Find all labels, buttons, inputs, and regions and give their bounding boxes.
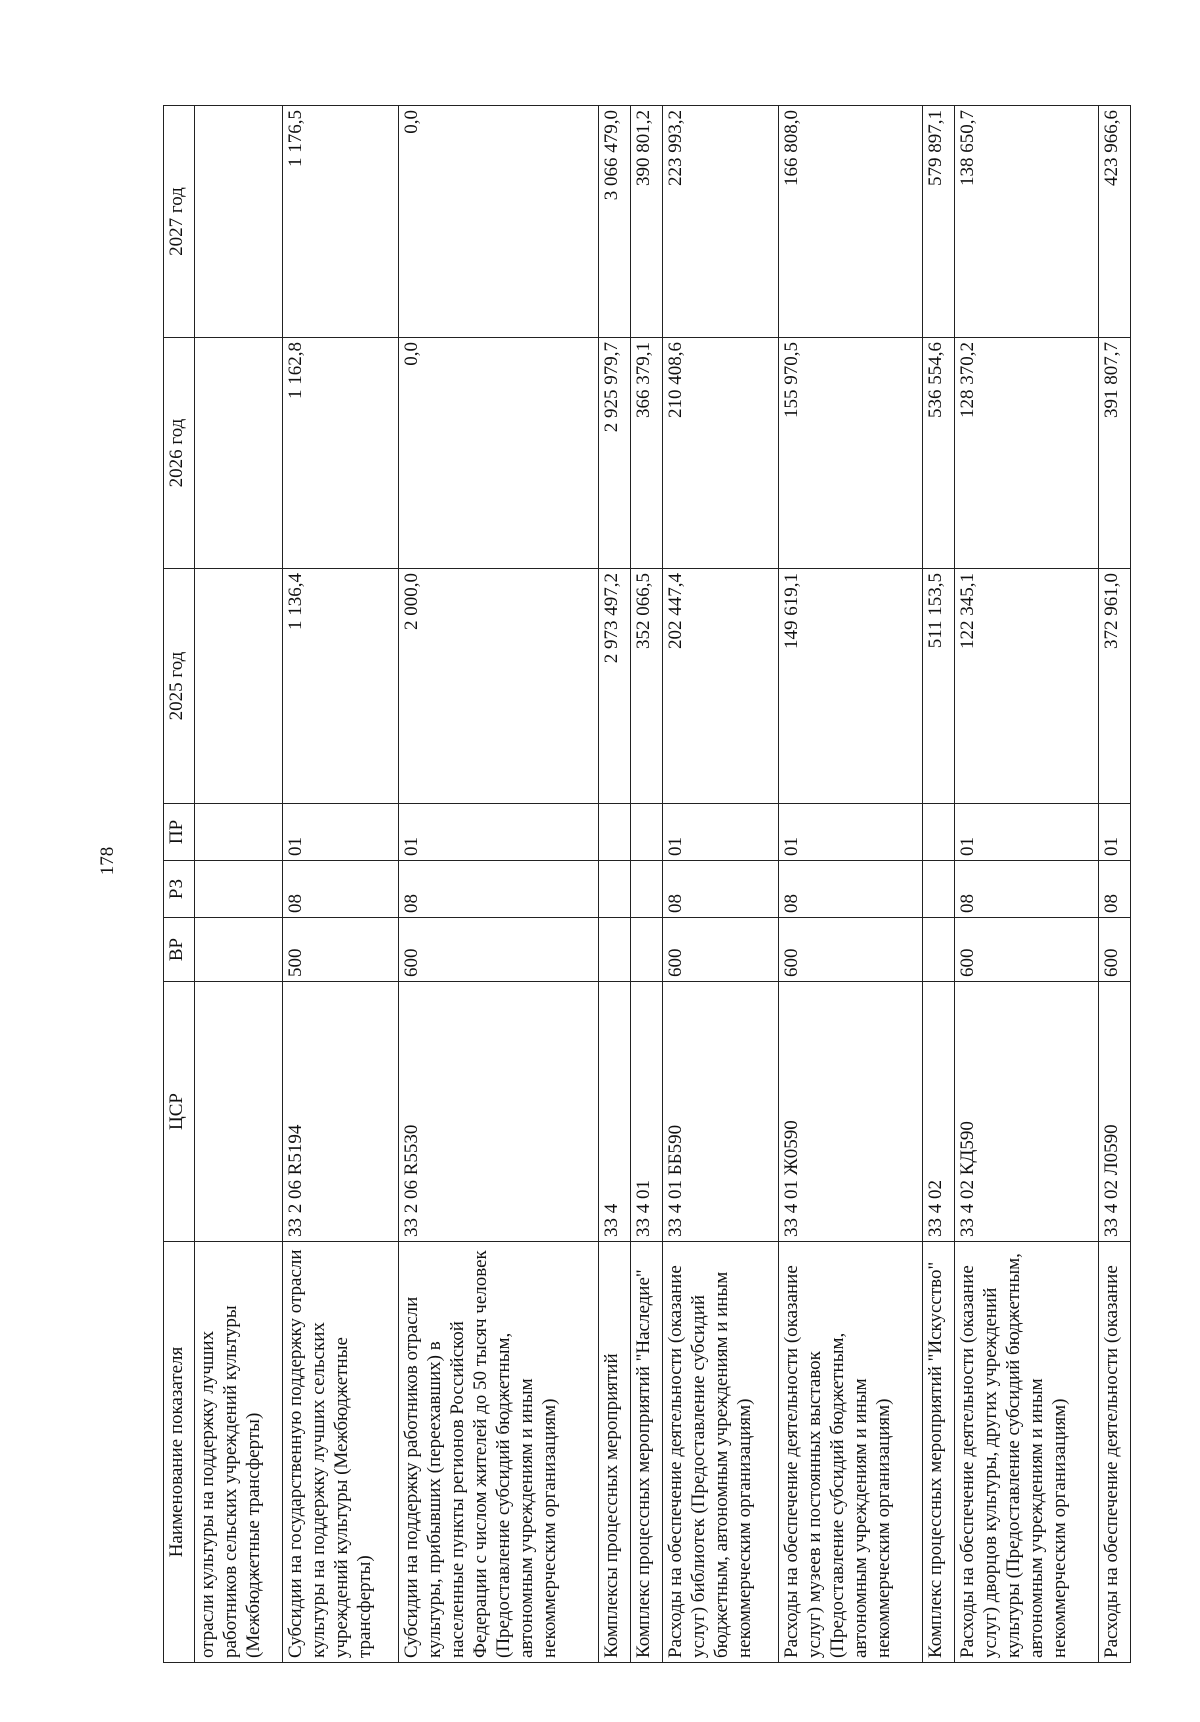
row-2026: 1 162,8 bbox=[282, 338, 398, 569]
table-row bbox=[779, 106, 923, 1663]
header-vr: ВР bbox=[164, 918, 195, 982]
header-name: Наименование показателя bbox=[164, 1242, 195, 1663]
row-2025: 511 153,5 bbox=[923, 569, 955, 804]
row-pr bbox=[631, 804, 663, 861]
header-rz: РЗ bbox=[164, 861, 195, 918]
row-vr bbox=[599, 918, 631, 982]
header-2027: 2027 год bbox=[164, 106, 195, 338]
header-2026: 2026 год bbox=[164, 338, 195, 569]
row-pr: 01 bbox=[955, 804, 1099, 861]
row-csr: 33 4 01 bbox=[631, 982, 663, 1242]
row-vr: 600 bbox=[662, 918, 778, 982]
row-2025: 372 961,0 bbox=[1099, 569, 1131, 804]
row-vr: 500 bbox=[282, 918, 398, 982]
row-2025: 2 000,0 bbox=[399, 569, 599, 804]
budget-table bbox=[163, 105, 1131, 1663]
row-pr bbox=[599, 804, 631, 861]
row-2027: 390 801,2 bbox=[631, 106, 663, 338]
row-pr: 01 bbox=[282, 804, 398, 861]
row-2026: 210 408,6 bbox=[662, 338, 778, 569]
table-row bbox=[1099, 106, 1131, 1663]
row-csr: 33 2 06 R5530 bbox=[399, 982, 599, 1242]
row-2026: 2 925 979,7 bbox=[599, 338, 631, 569]
row-2027: 423 966,6 bbox=[1099, 106, 1131, 338]
header-csr: ЦСР bbox=[164, 982, 195, 1242]
row-csr bbox=[195, 982, 283, 1242]
row-vr: 600 bbox=[955, 918, 1099, 982]
row-2026: 391 807,7 bbox=[1099, 338, 1131, 569]
table-header-row bbox=[164, 106, 195, 1663]
row-name: Субсидии на поддержку работников отрасли культуры, прибывших (переехавших) в населенные пункты регионов Российской Федерации с числом жителей до 50 тысяч человек (Предоставление субсидий бюджетным, автономным учреждениям и иным некоммерческим организациям) bbox=[399, 1242, 599, 1663]
row-csr: 33 4 02 bbox=[923, 982, 955, 1242]
row-pr: 01 bbox=[399, 804, 599, 861]
row-pr: 01 bbox=[662, 804, 778, 861]
budget-table-container bbox=[163, 106, 1131, 1663]
row-csr: 33 4 02 КД590 bbox=[955, 982, 1099, 1242]
table-row bbox=[195, 106, 283, 1663]
row-pr bbox=[195, 804, 283, 861]
row-pr bbox=[923, 804, 955, 861]
row-2027: 579 897,1 bbox=[923, 106, 955, 338]
row-rz: 08 bbox=[282, 861, 398, 918]
row-name: Комплекс процессных мероприятий "Искусство" bbox=[923, 1242, 955, 1663]
row-2025: 202 447,4 bbox=[662, 569, 778, 804]
row-2027: 3 066 479,0 bbox=[599, 106, 631, 338]
row-name: Расходы на обеспечение деятельности (оказание услуг) музеев и постоянных выставок (Предоставление субсидий бюджетным, автономным учреждениям и иным некоммерческим организациям) bbox=[779, 1242, 923, 1663]
row-csr: 33 4 01 Ж0590 bbox=[779, 982, 923, 1242]
row-2027: 166 808,0 bbox=[779, 106, 923, 338]
row-vr bbox=[923, 918, 955, 982]
row-csr: 33 4 bbox=[599, 982, 631, 1242]
row-2027: 223 993,2 bbox=[662, 106, 778, 338]
row-pr: 01 bbox=[779, 804, 923, 861]
row-2027: 138 650,7 bbox=[955, 106, 1099, 338]
row-rz: 08 bbox=[399, 861, 599, 918]
row-vr: 600 bbox=[779, 918, 923, 982]
page-number: 178 bbox=[97, 846, 118, 876]
table-row bbox=[631, 106, 663, 1663]
table-row bbox=[599, 106, 631, 1663]
row-rz bbox=[195, 861, 283, 918]
row-name: Комплекс процессных мероприятий "Наследие" bbox=[631, 1242, 663, 1663]
row-name: Расходы на обеспечение деятельности (оказание услуг) дворцов культуры, других учреждений культуры (Предоставление субсидий бюджетным, автономным учреждениям и иным некоммерческим организациям) bbox=[955, 1242, 1099, 1663]
row-rz: 08 bbox=[1099, 861, 1131, 918]
row-2025: 1 136,4 bbox=[282, 569, 398, 804]
row-name: Расходы на обеспечение деятельности (оказание bbox=[1099, 1242, 1131, 1663]
row-2027 bbox=[195, 106, 283, 338]
row-2026: 155 970,5 bbox=[779, 338, 923, 569]
row-2025: 149 619,1 bbox=[779, 569, 923, 804]
row-vr: 600 bbox=[1099, 918, 1131, 982]
table-row bbox=[923, 106, 955, 1663]
row-vr bbox=[195, 918, 283, 982]
row-rz bbox=[599, 861, 631, 918]
table-row bbox=[955, 106, 1099, 1663]
row-rz: 08 bbox=[779, 861, 923, 918]
row-2025: 2 973 497,2 bbox=[599, 569, 631, 804]
table-row bbox=[662, 106, 778, 1663]
row-2025 bbox=[195, 569, 283, 804]
row-pr: 01 bbox=[1099, 804, 1131, 861]
row-2026: 536 554,6 bbox=[923, 338, 955, 569]
row-csr: 33 2 06 R5194 bbox=[282, 982, 398, 1242]
row-vr: 600 bbox=[399, 918, 599, 982]
row-rz: 08 bbox=[955, 861, 1099, 918]
row-name: отрасли культуры на поддержку лучших работников сельских учреждений культуры (Межбюджетные трансферты) bbox=[195, 1242, 283, 1663]
row-rz bbox=[923, 861, 955, 918]
table-row bbox=[399, 106, 599, 1663]
row-csr: 33 4 01 ББ590 bbox=[662, 982, 778, 1242]
row-csr: 33 4 02 Л0590 bbox=[1099, 982, 1131, 1242]
row-2025: 122 345,1 bbox=[955, 569, 1099, 804]
row-2027: 0,0 bbox=[399, 106, 599, 338]
row-2026: 366 379,1 bbox=[631, 338, 663, 569]
row-rz: 08 bbox=[662, 861, 778, 918]
row-2027: 1 176,5 bbox=[282, 106, 398, 338]
table-row bbox=[282, 106, 398, 1663]
row-name: Комплексы процессных мероприятий bbox=[599, 1242, 631, 1663]
row-rz bbox=[631, 861, 663, 918]
row-2025: 352 066,5 bbox=[631, 569, 663, 804]
header-2025: 2025 год bbox=[164, 569, 195, 804]
row-2026: 128 370,2 bbox=[955, 338, 1099, 569]
row-vr bbox=[631, 918, 663, 982]
header-pr: ПР bbox=[164, 804, 195, 861]
row-2026: 0,0 bbox=[399, 338, 599, 569]
row-2026 bbox=[195, 338, 283, 569]
row-name: Субсидии на государственную поддержку отрасли культуры на поддержку лучших сельских учреждений культуры (Межбюджетные трансферты) bbox=[282, 1242, 398, 1663]
row-name: Расходы на обеспечение деятельности (оказание услуг) библиотек (Предоставление субсидий бюджетным, автономным учреждениям и иным некоммерческим организациям) bbox=[662, 1242, 778, 1663]
